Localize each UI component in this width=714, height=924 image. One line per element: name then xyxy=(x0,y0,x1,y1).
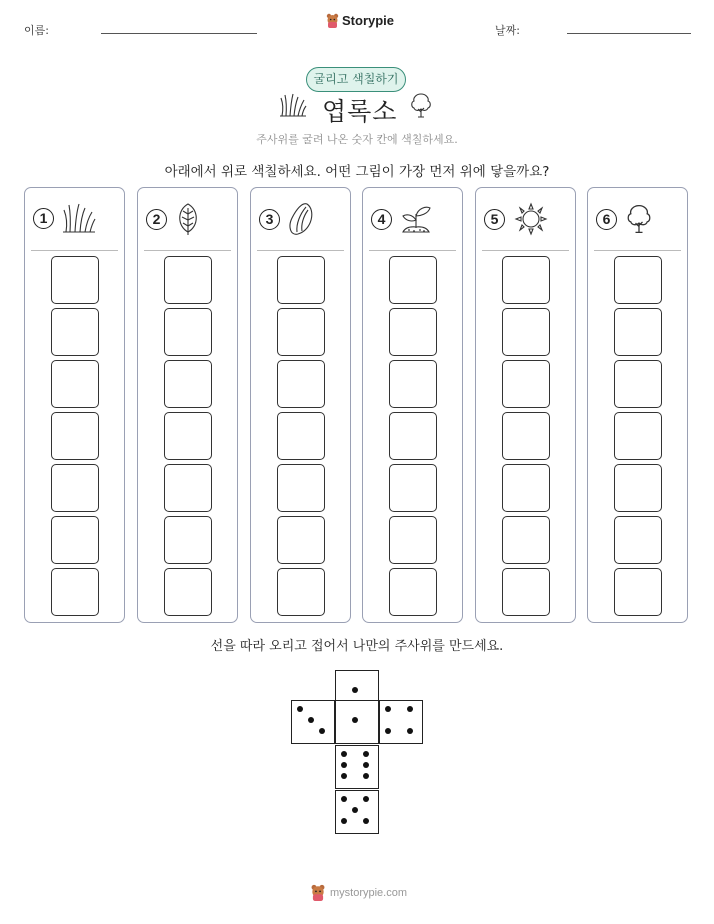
color-box[interactable] xyxy=(164,308,212,356)
column-divider xyxy=(31,250,118,251)
column-number: 5 xyxy=(484,209,505,230)
die-pip xyxy=(363,796,369,802)
column-header xyxy=(484,202,549,236)
color-box[interactable] xyxy=(277,568,325,616)
column-number: 1 xyxy=(33,208,54,229)
column-number: 4 xyxy=(371,209,392,230)
column-header xyxy=(146,202,201,236)
die-pip xyxy=(363,762,369,768)
color-box[interactable] xyxy=(389,464,437,512)
color-box[interactable] xyxy=(51,412,99,460)
column-header xyxy=(371,202,432,236)
die-pip xyxy=(352,717,358,723)
date-line[interactable] xyxy=(567,33,691,34)
leaf-icon xyxy=(175,202,201,236)
color-box[interactable] xyxy=(614,256,662,304)
die-pip xyxy=(297,706,303,712)
color-box[interactable] xyxy=(389,256,437,304)
die-pip xyxy=(352,807,358,813)
column-header xyxy=(596,202,653,236)
color-box[interactable] xyxy=(502,568,550,616)
brand-name: Storypie xyxy=(342,13,395,28)
column-divider xyxy=(369,250,456,251)
color-box[interactable] xyxy=(277,516,325,564)
color-box[interactable] xyxy=(51,568,99,616)
activity-badge: 굴리고 색칠하기 xyxy=(306,67,406,92)
die-pip xyxy=(308,717,314,723)
color-box[interactable] xyxy=(277,308,325,356)
color-box[interactable] xyxy=(614,412,662,460)
color-box[interactable] xyxy=(164,568,212,616)
color-box[interactable] xyxy=(614,516,662,564)
color-box[interactable] xyxy=(614,308,662,356)
color-box[interactable] xyxy=(51,256,99,304)
subtitle: 주사위를 굴려 나온 숫자 칸에 색칠하세요. xyxy=(256,133,458,146)
grass-icon xyxy=(62,202,96,234)
column-header xyxy=(259,202,316,236)
instruction: 아래에서 위로 색칠하세요. 어떤 그림이 가장 먼저 위에 닿을까요? xyxy=(164,164,550,180)
color-box[interactable] xyxy=(389,516,437,564)
sun-icon xyxy=(513,202,549,236)
color-box[interactable] xyxy=(164,516,212,564)
die-pip xyxy=(385,706,391,712)
column-divider xyxy=(257,250,344,251)
die-pip xyxy=(363,773,369,779)
die-face xyxy=(379,700,423,744)
tree-icon xyxy=(409,92,433,119)
column-header xyxy=(33,202,96,234)
color-box[interactable] xyxy=(502,464,550,512)
die-pip xyxy=(341,796,347,802)
die-pip xyxy=(363,751,369,757)
color-box[interactable] xyxy=(389,308,437,356)
name-label: 이름: xyxy=(24,24,49,37)
color-box[interactable] xyxy=(277,256,325,304)
die-pip xyxy=(407,706,413,712)
footer xyxy=(310,884,407,901)
column-6 xyxy=(587,187,688,623)
color-box[interactable] xyxy=(51,516,99,564)
die-pip xyxy=(352,687,358,693)
date-label: 날짜: xyxy=(495,24,520,37)
die-face xyxy=(335,790,379,834)
cutout-instruction: 선을 따라 오리고 접어서 나만의 주사위를 만드세요. xyxy=(210,639,504,654)
sprout-icon xyxy=(400,202,432,236)
color-box[interactable] xyxy=(164,412,212,460)
color-box[interactable] xyxy=(164,360,212,408)
die-face xyxy=(335,700,379,744)
column-number: 3 xyxy=(259,209,280,230)
die-pip xyxy=(363,818,369,824)
die-pip xyxy=(385,728,391,734)
column-5 xyxy=(475,187,576,623)
color-box[interactable] xyxy=(51,360,99,408)
color-box[interactable] xyxy=(277,464,325,512)
color-box[interactable] xyxy=(502,360,550,408)
column-2 xyxy=(137,187,238,623)
color-box[interactable] xyxy=(502,412,550,460)
die-face xyxy=(335,745,379,789)
name-line[interactable] xyxy=(101,33,257,34)
color-box[interactable] xyxy=(502,516,550,564)
die-pip xyxy=(341,762,347,768)
page-title: 엽록소 xyxy=(322,97,398,126)
column-divider xyxy=(144,250,231,251)
color-box[interactable] xyxy=(389,412,437,460)
color-box[interactable] xyxy=(502,256,550,304)
color-box[interactable] xyxy=(614,360,662,408)
die-pip xyxy=(407,728,413,734)
die-pip xyxy=(319,728,325,734)
die-pip xyxy=(341,818,347,824)
bear-icon xyxy=(310,884,326,901)
die-face xyxy=(291,700,335,744)
column-4 xyxy=(362,187,463,623)
color-box[interactable] xyxy=(389,568,437,616)
column-divider xyxy=(482,250,569,251)
color-box[interactable] xyxy=(51,464,99,512)
column-number: 6 xyxy=(596,209,617,230)
column-divider xyxy=(594,250,681,251)
column-3 xyxy=(250,187,351,623)
grass-icon xyxy=(279,92,307,118)
color-box[interactable] xyxy=(277,360,325,408)
color-box[interactable] xyxy=(164,256,212,304)
color-box[interactable] xyxy=(614,464,662,512)
color-box[interactable] xyxy=(389,360,437,408)
column-1 xyxy=(24,187,125,623)
die-pip xyxy=(341,751,347,757)
die-pip xyxy=(341,773,347,779)
color-box[interactable] xyxy=(51,308,99,356)
footer-url[interactable]: mystorypie.com xyxy=(330,886,408,899)
tree-icon xyxy=(625,202,653,236)
color-box[interactable] xyxy=(164,464,212,512)
column-number: 2 xyxy=(146,209,167,230)
color-box[interactable] xyxy=(614,568,662,616)
bear-icon xyxy=(326,13,339,28)
seed-icon xyxy=(288,202,316,236)
color-box[interactable] xyxy=(502,308,550,356)
color-box[interactable] xyxy=(277,412,325,460)
brand-logo xyxy=(326,13,394,28)
